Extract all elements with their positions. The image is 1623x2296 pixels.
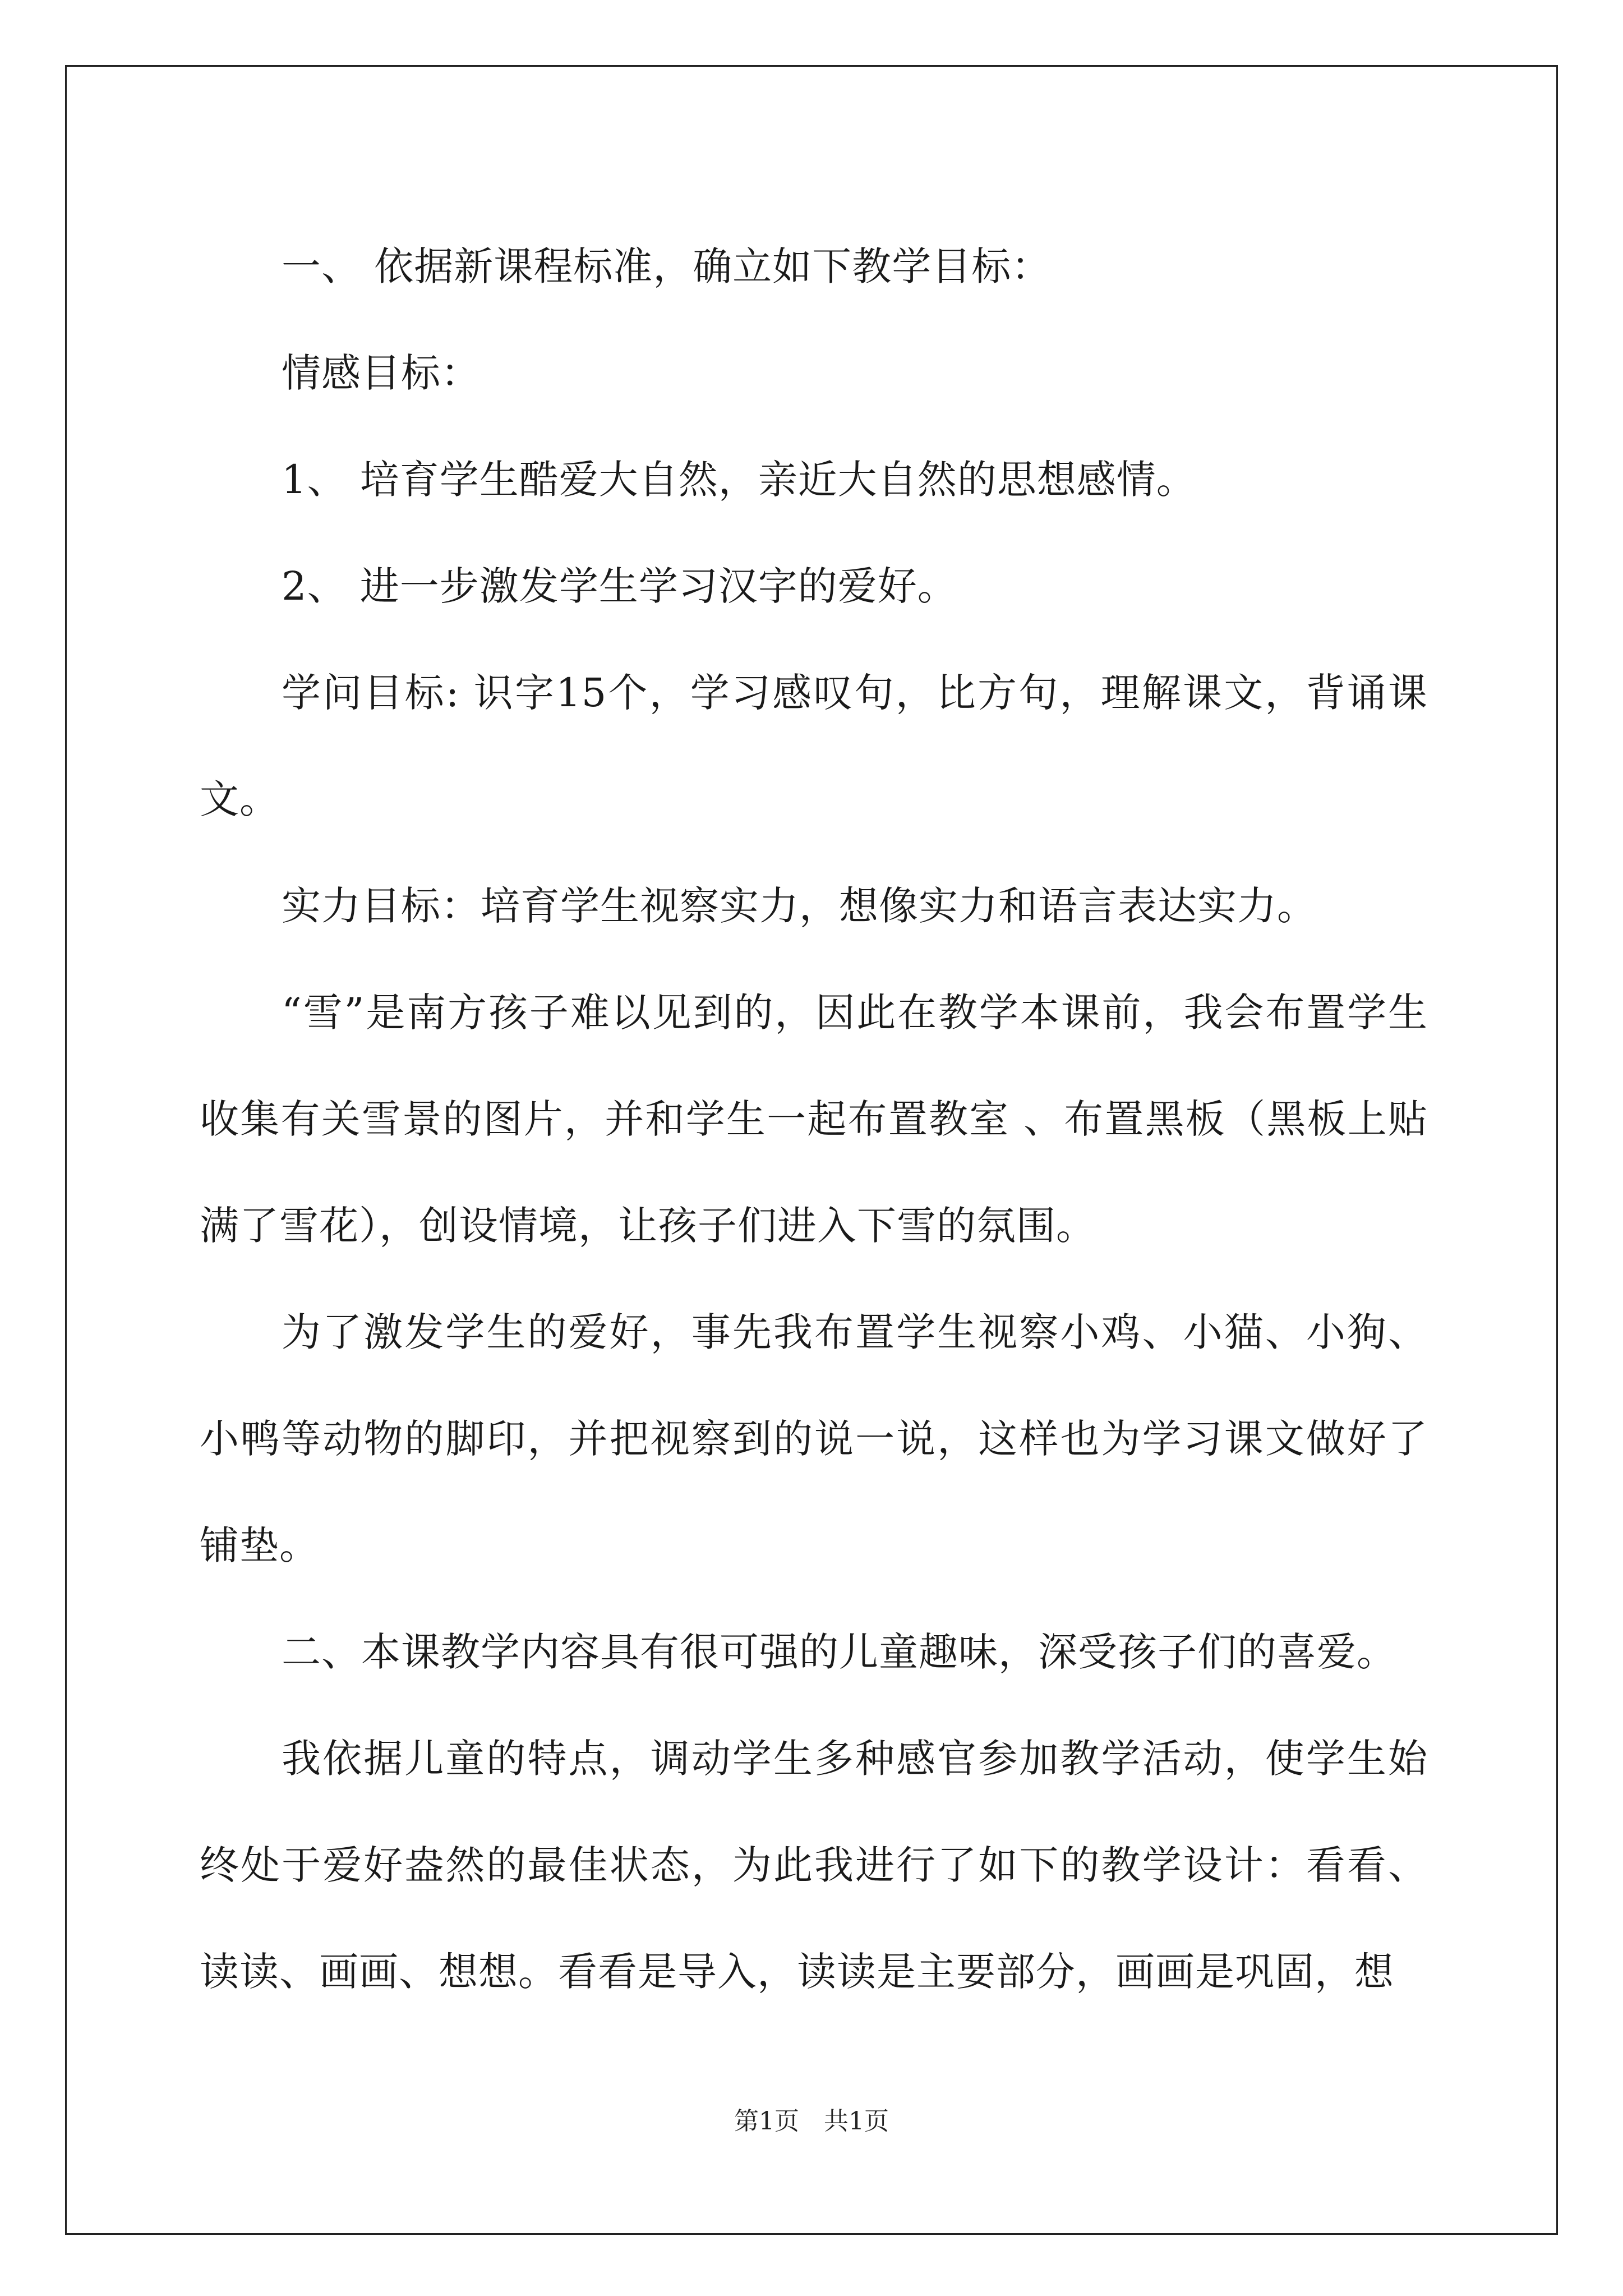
paragraph-teaching-goals-intro: 一、 依据新课程标准，确立如下教学目标： — [282, 243, 1052, 289]
paragraph-section-two: 二、本课教学内容具有很可强的儿童趣味，深受孩子们的喜爱。 — [282, 1629, 1396, 1675]
paragraph-emotion-goals: 情感目标： — [282, 350, 481, 396]
paragraph-ability-goals: 实力目标：培育学生视察实力，想像实力和语言表达实力。 — [282, 883, 1317, 929]
paragraph-goal-2: 2、 进一步激发学生学习汉字的爱好。 — [282, 563, 957, 609]
paragraph-teaching-design: 我依据儿童的特点，调动学生多种感官参加教学活动，使学生始终处于爱好盎然的最佳状态，为此我进行了如下的教学设计：看看、读读、画画、想想。看看是导入，读读是主要部分，画画是巩固，想 — [200, 1736, 1428, 1995]
paragraph-knowledge-goals: 学问目标: 识字15个，学习感叹句，比方句，理解课文，背诵课文。 — [200, 670, 1428, 822]
paragraph-snow-preparation: “雪”是南方孩子难以见到的，因此在教学本课前，我会布置学生收集有关雪景的图片，并和学生一起布置教室 、布置黑板（黑板上贴满了雪花），创设情境，让孩子们进入下雪的氛围。 — [200, 990, 1428, 1249]
document-body — [200, 213, 1428, 2025]
paragraph-observe-animals: 为了激发学生的爱好，事先我布置学生视察小鸡、小猫、小狗、小鸭等动物的脚印，并把视察到的说一说，这样也为学习课文做好了铺垫。 — [200, 1309, 1428, 1568]
paragraph-goal-1: 1、 培育学生酷爱大自然，亲近大自然的思想感情。 — [282, 457, 1196, 503]
page-footer: 第1页 共1页 — [734, 2107, 889, 2136]
